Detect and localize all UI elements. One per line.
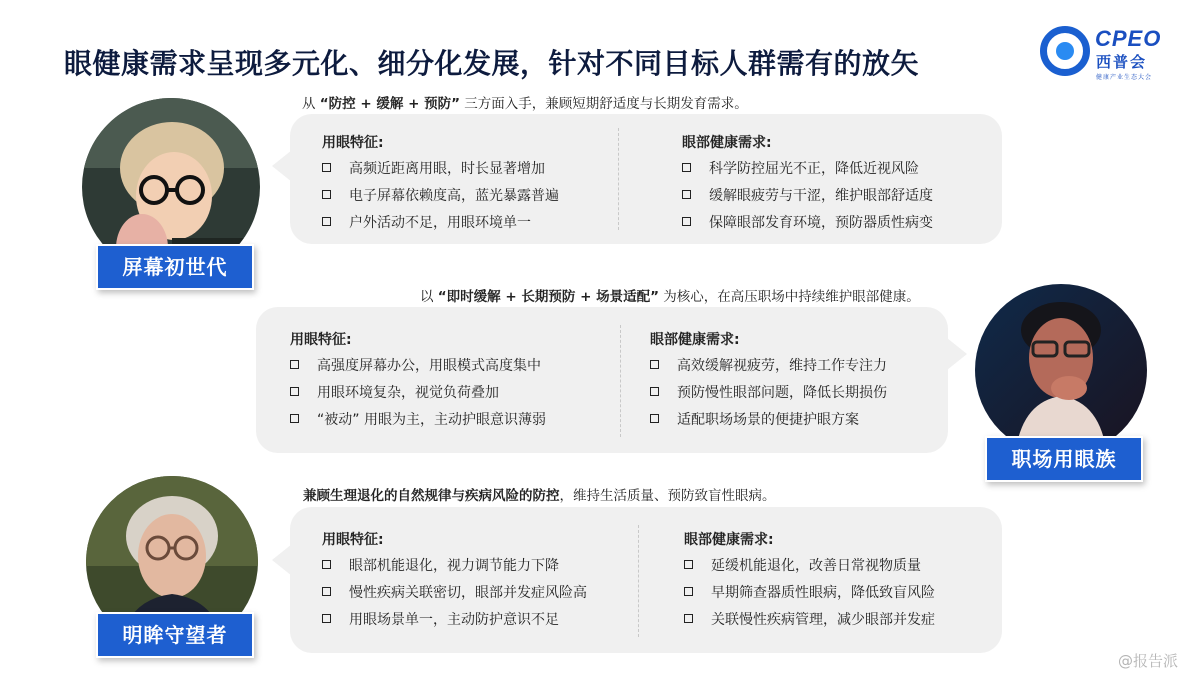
list-item-text: 高强度屏幕办公，用眼模式高度集中: [317, 357, 541, 374]
section3-divider: [638, 525, 639, 637]
section3-right-heading: 眼部健康需求:: [684, 532, 774, 548]
list-item-text: 早期筛查器质性眼病，降低致盲风险: [711, 584, 935, 601]
section1-left-heading: 用眼特征:: [322, 135, 384, 151]
list-item: [290, 351, 546, 378]
section2-pointer: [947, 338, 967, 370]
checkbox-square-icon: [322, 614, 331, 623]
section1-card: [290, 114, 1002, 244]
office-worker-avatar: [975, 284, 1147, 456]
list-item: [684, 551, 935, 578]
section2-intro-bold: “即时缓解 + 长期预防 + 场景适配”: [437, 289, 659, 305]
logo-main-text: CPEO: [1095, 26, 1162, 51]
list-item: [650, 378, 887, 405]
checkbox-square-icon: [684, 560, 693, 569]
list-item: [322, 578, 587, 605]
section2-eye-needs: [650, 329, 887, 432]
checkbox-square-icon: [322, 217, 331, 226]
tag-workplace-users: 职场用眼族: [985, 436, 1143, 482]
watermark: @报告派: [1118, 652, 1179, 670]
section2-divider: [620, 325, 621, 437]
checkbox-square-icon: [322, 560, 331, 569]
checkbox-square-icon: [322, 587, 331, 596]
list-item-text: 户外活动不足，用眼环境单一: [349, 214, 531, 231]
list-item-text: 用眼环境复杂，视觉负荷叠加: [317, 384, 499, 401]
logo-subtitle: 健康产业生态大会: [1096, 74, 1153, 81]
logo-ring-icon: [1040, 26, 1090, 76]
section1-intro-pre: 从: [302, 96, 316, 112]
list-item: [290, 405, 546, 432]
list-item: [684, 605, 935, 632]
section1-eye-needs: [682, 132, 933, 235]
checkbox-square-icon: [322, 190, 331, 199]
checkbox-square-icon: [650, 360, 659, 369]
checkbox-square-icon: [650, 387, 659, 396]
section3-eye-features: [322, 529, 587, 632]
section2-card: [256, 307, 948, 453]
checkbox-square-icon: [650, 414, 659, 423]
section3-eye-needs: [684, 529, 935, 632]
section2-intro-pre: 以: [420, 289, 434, 305]
tag-screen-generation: 屏幕初世代: [96, 244, 254, 290]
list-item-text: 科学防控屈光不正，降低近视风险: [709, 160, 919, 177]
section1-eye-features: [322, 132, 559, 235]
list-item: [684, 578, 935, 605]
section1-intro-bold: “防控 + 缓解 + 预防”: [319, 96, 460, 112]
section2-right-heading: 眼部健康需求:: [650, 332, 740, 348]
list-item: [322, 605, 587, 632]
checkbox-square-icon: [290, 414, 299, 423]
section1-pointer: [272, 150, 292, 182]
list-item: [290, 378, 546, 405]
checkbox-square-icon: [684, 614, 693, 623]
section2-left-heading: 用眼特征:: [290, 332, 352, 348]
page-title: 眼健康需求呈现多元化、细分化发展，针对不同目标人群需有的放矢: [64, 47, 920, 80]
list-item: [322, 208, 559, 235]
section1-intro-post: 三方面入手，兼顾短期舒适度与长期发育需求。: [464, 96, 748, 112]
section2-intro-post: 为核心，在高压职场中持续维护眼部健康。: [663, 289, 920, 305]
section3-card: [290, 507, 1002, 653]
checkbox-square-icon: [682, 190, 691, 199]
list-item-text: 慢性疾病关联密切，眼部并发症风险高: [349, 584, 587, 601]
list-item-text: 眼部机能退化，视力调节能力下降: [349, 557, 559, 574]
logo-cn-text: 西普会: [1096, 53, 1148, 71]
checkbox-square-icon: [290, 360, 299, 369]
list-item: [322, 181, 559, 208]
list-item-text: 保障眼部发育环境，预防器质性病变: [709, 214, 933, 231]
section3-intro: [303, 484, 776, 504]
section1-intro: [302, 92, 748, 112]
checkbox-square-icon: [682, 163, 691, 172]
list-item-text: 预防慢性眼部问题，降低长期损伤: [677, 384, 887, 401]
list-item-text: 适配职场场景的便捷护眼方案: [677, 411, 859, 428]
section3-intro-bold: 兼顾生理退化的自然规律与疾病风险的防控: [303, 488, 560, 504]
list-item: [650, 351, 887, 378]
list-item-text: 高效缓解视疲劳，维持工作专注力: [677, 357, 887, 374]
section3-left-heading: 用眼特征:: [322, 532, 384, 548]
section3-intro-post: ，维持生活质量、预防致盲性眼病。: [559, 488, 776, 504]
list-item-text: 关联慢性疾病管理，减少眼部并发症: [711, 611, 935, 628]
section2-eye-features: [290, 329, 546, 432]
list-item: [682, 208, 933, 235]
list-item: [650, 405, 887, 432]
list-item: [322, 551, 587, 578]
checkbox-square-icon: [682, 217, 691, 226]
section3-pointer: [272, 544, 292, 576]
list-item-text: 用眼场景单一，主动防护意识不足: [349, 611, 559, 628]
list-item-text: 延缓机能退化，改善日常视物质量: [711, 557, 921, 574]
checkbox-square-icon: [322, 163, 331, 172]
checkbox-square-icon: [684, 587, 693, 596]
list-item-text: 电子屏幕依赖度高，蓝光暴露普遍: [349, 187, 559, 204]
checkbox-square-icon: [290, 387, 299, 396]
list-item-text: 缓解眼疲劳与干涩，维护眼部舒适度: [709, 187, 933, 204]
section1-right-heading: 眼部健康需求:: [682, 135, 772, 151]
cpeo-logo: [1040, 24, 1180, 84]
section1-divider: [618, 128, 619, 230]
tag-elderly-guardians: 明眸守望者: [96, 612, 254, 658]
list-item: [682, 154, 933, 181]
list-item-text: 高频近距离用眼，时长显著增加: [349, 160, 545, 177]
list-item: [322, 154, 559, 181]
list-item-text: “被动” 用眼为主，主动护眼意识薄弱: [317, 411, 546, 428]
section2-intro: [420, 285, 920, 305]
list-item: [682, 181, 933, 208]
